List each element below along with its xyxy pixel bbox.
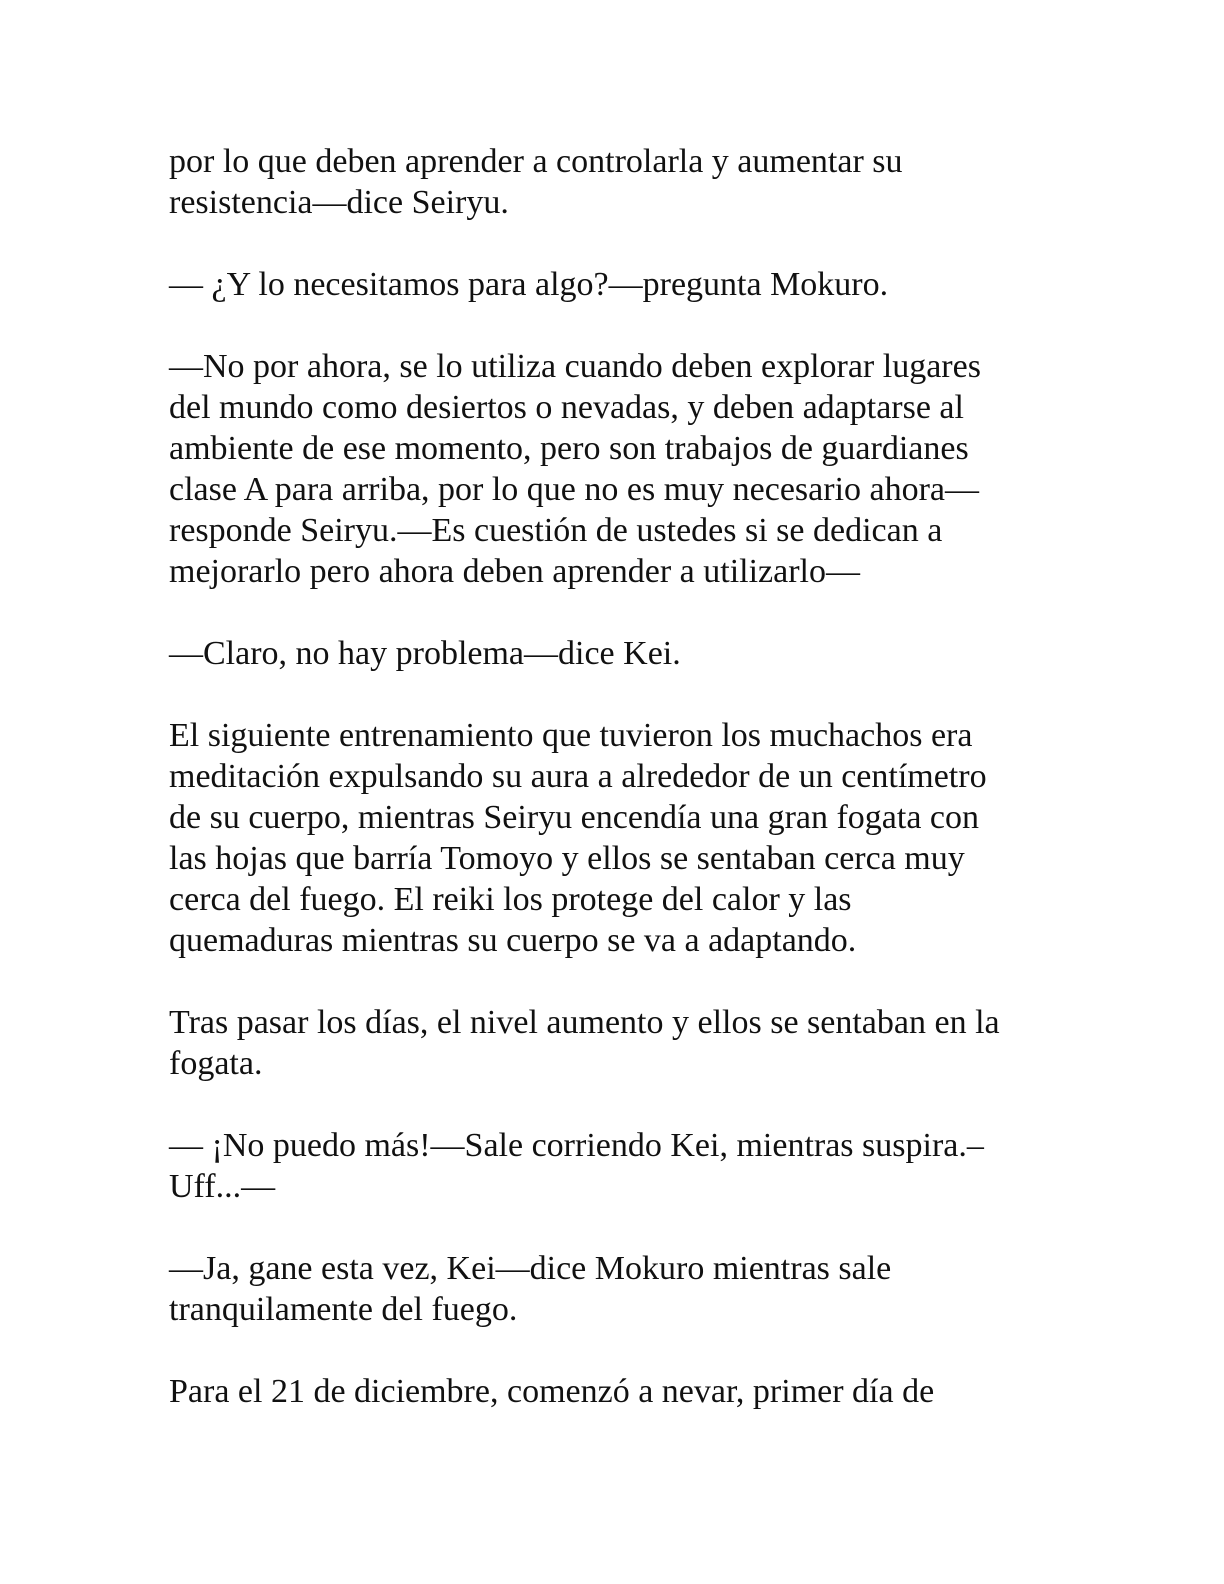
text-line: por lo que deben aprender a controlarla y aumentar su [169,143,903,180]
paragraph [169,1248,1069,1330]
text-line: tranquilamente del fuego. [169,1291,518,1328]
text-line: —No por ahora, se lo utiliza cuando deben explorar lugares [169,348,981,385]
text-line: las hojas que barría Tomoyo y ellos se sentaban cerca muy [169,840,965,877]
paragraph [169,264,1069,305]
text-line: del mundo como desiertos o nevadas, y deben adaptarse al [169,389,964,426]
text-line: clase A para arriba, por lo que no es muy necesario ahora— [169,471,980,508]
text-line: ambiente de ese momento, pero son trabajos de guardianes [169,430,969,467]
text-line: Para el 21 de diciembre, comenzó a nevar, primer día de [169,1373,935,1410]
text-line: Tras pasar los días, el nivel aumento y ellos se sentaban en la [169,1004,1000,1041]
text-line: — ¿Y lo necesitamos para algo?—pregunta Mokuro. [169,266,889,303]
text-line: quemaduras mientras su cuerpo se va a adaptando. [169,922,857,959]
text-line: fogata. [169,1045,263,1082]
text-line: mejorarlo pero ahora deben aprender a utilizarlo— [169,553,861,590]
text-line: El siguiente entrenamiento que tuvieron los muchachos era [169,717,973,754]
paragraph [169,715,1069,961]
paragraph [169,1371,1069,1412]
text-line: — ¡No puedo más!—Sale corriendo Kei, mientras suspira.– [169,1127,984,1164]
text-line: resistencia—dice Seiryu. [169,184,509,221]
text-line: —Claro, no hay problema—dice Kei. [169,635,681,672]
paragraph [169,141,1069,223]
text-line: —Ja, gane esta vez, Kei—dice Mokuro mientras sale [169,1250,892,1287]
paragraph [169,1002,1069,1084]
paragraph [169,346,1069,592]
text-line: cerca del fuego. El reiki los protege del calor y las [169,881,852,918]
document-page [169,141,1069,1412]
text-line: meditación expulsando su aura a alrededor de un centímetro [169,758,987,795]
paragraph [169,1125,1069,1207]
text-line: responde Seiryu.—Es cuestión de ustedes si se dedican a [169,512,943,549]
text-line: de su cuerpo, mientras Seiryu encendía una gran fogata con [169,799,980,836]
text-line: Uff...— [169,1168,276,1205]
paragraph [169,633,1069,674]
